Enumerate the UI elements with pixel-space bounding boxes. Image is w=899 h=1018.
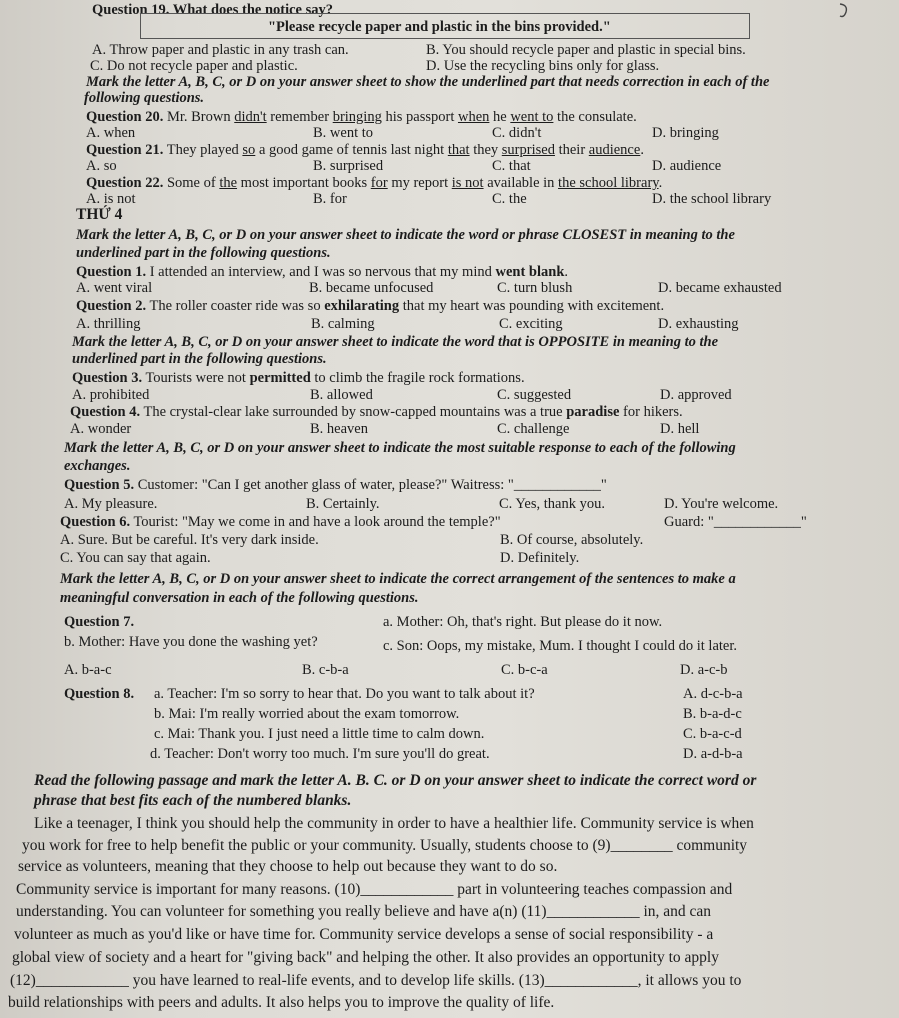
option-c: C. Yes, thank you. (499, 496, 605, 512)
question-4: Question 4. The crystal-clear lake surrounded by snow-capped mountains was a true paradise for hikers. (70, 404, 683, 420)
option-a: A. My pleasure. (64, 496, 158, 512)
instruction-error-line2: following questions. (84, 90, 205, 106)
option-c: C. exciting (499, 316, 563, 332)
question-19-title: Question 19. What does the notice say? (92, 2, 334, 18)
option-b: B. allowed (310, 387, 373, 403)
question-20: Question 20. Mr. Brown didn't remember bringing his passport when he went to the consulate. (86, 109, 637, 125)
passage-line: build relationships with peers and adults. It also helps you to improve the quality of life. (8, 994, 555, 1011)
instruction-response: Mark the letter A, B, C, or D on your answer sheet to indicate the most suitable response to each of the following (64, 440, 736, 456)
option-c: C. challenge (497, 421, 570, 437)
question-5: Question 5. Customer: "Can I get another glass of water, please?" Waitress: "____________" (64, 477, 607, 493)
option-c: C. the (492, 191, 527, 207)
option-c: C. b-a-c-d (683, 726, 742, 742)
question-6: Question 6. Tourist: "May we come in and have a look around the temple?" (60, 514, 501, 530)
option-b: B. surprised (313, 158, 384, 174)
question-2: Question 2. The roller coaster ride was so exhilarating that my heart was pounding with excitement. (76, 298, 665, 314)
option-a: A. Throw paper and plastic in any trash can. (92, 42, 349, 58)
option-d: D. You're welcome. (664, 496, 779, 512)
question-7-title: Question 7. (64, 614, 135, 630)
option-c: C. didn't (492, 125, 542, 141)
option-c: C. that (492, 158, 531, 174)
option-c: C. b-c-a (501, 662, 548, 678)
passage-line: you work for free to help benefit the public or your community. Usually, students choose to (9)________ community (22, 837, 748, 854)
passage-line: (12)____________ you have learned to real-life events, and to develop life skills. (13)____________, it allows you to (10, 972, 742, 989)
option-c: C. Do not recycle paper and plastic. (90, 58, 298, 74)
option-d: D. Use the recycling bins only for glass. (426, 58, 660, 74)
instruction-opposite-line2: underlined part in the following questions. (72, 351, 327, 367)
option-d: D. a-c-b (680, 662, 728, 678)
option-d: D. a-d-b-a (683, 746, 743, 762)
option-d: D. hell (660, 421, 700, 437)
option-a: A. is not (86, 191, 136, 207)
option-a: A. thrilling (76, 316, 141, 332)
passage-line: service as volunteers, meaning that they choose to help out because they want to do so. (18, 858, 558, 875)
notice-text: "Please recycle paper and plastic in the bins provided." (268, 19, 611, 35)
option-c: C. turn blush (497, 280, 573, 296)
instruction-response-line2: exchanges. (64, 458, 131, 474)
option-c: C. suggested (497, 387, 572, 403)
instruction-arrange: Mark the letter A, B, C, or D on your answer sheet to indicate the correct arrangement of the sentences to make a (60, 571, 736, 587)
instruction-error: Mark the letter A, B, C, or D on your answer sheet to show the underlined part that needs correction in each of the (86, 74, 770, 90)
option-a: A. d-c-b-a (683, 686, 743, 702)
passage-line: global view of society and a heart for "giving back" and helping the other. It also provides an opportunity to apply (12, 949, 719, 966)
q7-line-b: b. Mother: Have you done the washing yet? (64, 634, 318, 650)
q7-line-c: c. Son: Oops, my mistake, Mum. I thought I could do it later. (383, 638, 738, 654)
option-b: B. Certainly. (306, 496, 380, 512)
q8-line-c: c. Mai: Thank you. I just need a little time to calm down. (154, 726, 485, 742)
question-8-title: Question 8. (64, 686, 135, 702)
option-a: A. when (86, 125, 136, 141)
instruction-passage: Read the following passage and mark the letter A. B. C. or D on your answer sheet to indicate the correct word or (34, 772, 757, 789)
option-a: A. went viral (76, 280, 153, 296)
instruction-closest: Mark the letter A, B, C, or D on your answer sheet to indicate the word or phrase CLOSEST in meaning to the (76, 227, 735, 243)
option-d: D. the school library (652, 191, 772, 207)
q8-line-a: a. Teacher: I'm so sorry to hear that. Do you want to talk about it? (154, 686, 535, 702)
passage-line: Like a teenager, I think you should help the community in order to have a healthier life. Community service is when (34, 815, 754, 832)
option-b: B. Of course, absolutely. (500, 532, 644, 548)
option-b: B. b-a-d-c (683, 706, 742, 722)
option-b: B. You should recycle paper and plastic in special bins. (426, 42, 746, 58)
page-curl-mark (837, 2, 851, 20)
option-b: B. calming (311, 316, 375, 332)
option-b: B. became unfocused (309, 280, 434, 296)
option-a: A. prohibited (72, 387, 150, 403)
option-a: A. wonder (70, 421, 132, 437)
passage-line: understanding. You can volunteer for something you really believe and have a(n) (11)____________ in, and can (16, 903, 712, 920)
option-a: A. b-a-c (64, 662, 112, 678)
option-b: B. went to (313, 125, 374, 141)
question-21: Question 21. They played so a good game of tennis last night that they surprised their audience. (86, 142, 644, 158)
section-header: THỨ 4 (76, 206, 123, 223)
option-d: D. Definitely. (500, 550, 580, 566)
option-a: A. so (86, 158, 117, 174)
q8-line-d: d. Teacher: Don't worry too much. I'm sure you'll do great. (150, 746, 490, 762)
question-6-guard: Guard: "____________" (664, 514, 807, 530)
option-d: D. bringing (652, 125, 719, 141)
passage-line: Community service is important for many reasons. (10)____________ part in volunteering teaches compassion and (16, 881, 733, 898)
q8-line-b: b. Mai: I'm really worried about the exam tomorrow. (154, 706, 460, 722)
question-3: Question 3. Tourists were not permitted to climb the fragile rock formations. (72, 370, 525, 386)
q7-line-a: a. Mother: Oh, that's right. But please do it now. (383, 614, 663, 630)
option-a: A. Sure. But be careful. It's very dark inside. (60, 532, 319, 548)
option-b: B. c-b-a (302, 662, 349, 678)
instruction-closest-line2: underlined part in the following questions. (76, 245, 331, 261)
question-22: Question 22. Some of the most important books for my report is not available in the school library. (86, 175, 663, 191)
instruction-passage-line2: phrase that best fits each of the numbered blanks. (34, 792, 352, 809)
option-b: B. heaven (310, 421, 368, 437)
question-1: Question 1. I attended an interview, and I was so nervous that my mind went blank. (76, 264, 569, 280)
option-c: C. You can say that again. (60, 550, 211, 566)
passage-line: volunteer as much as you'd like or have time for. Community service develops a sense of social responsibility - a (14, 926, 714, 943)
option-d: D. approved (660, 387, 732, 403)
option-d: D. exhausting (658, 316, 739, 332)
option-b: B. for (313, 191, 347, 207)
instruction-opposite: Mark the letter A, B, C, or D on your answer sheet to indicate the word that is OPPOSITE in meaning to the (72, 334, 719, 350)
instruction-arrange-line2: meaningful conversation in each of the following questions. (60, 590, 419, 606)
option-d: D. audience (652, 158, 722, 174)
option-d: D. became exhausted (658, 280, 782, 296)
